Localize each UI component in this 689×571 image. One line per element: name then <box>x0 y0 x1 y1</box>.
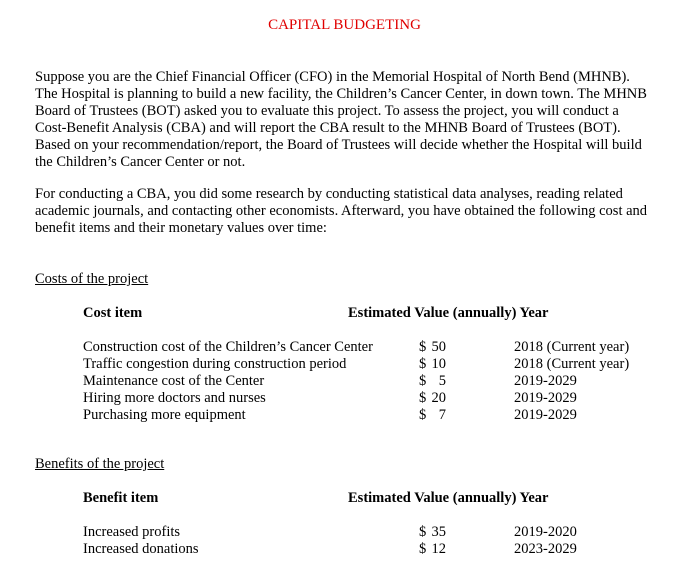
intro-line: Suppose you are the Chief Financial Officer (CFO) in the Memorial Hospital of North Bend (MHNB). <box>35 69 630 85</box>
cost-amount: 10 <box>431 356 446 372</box>
cost-row <box>0 373 689 390</box>
cost-year: 2019-2029 <box>514 407 577 423</box>
cost-item: Maintenance cost of the Center <box>83 373 265 389</box>
research-line: For conducting a CBA, you did some research by conducting statistical data analyses, reading related <box>35 186 623 202</box>
benefit-item: Increased profits <box>83 524 181 540</box>
cost-currency: $ <box>419 339 427 355</box>
benefit-row <box>0 541 689 558</box>
benefit-value-year-header: Estimated Value (annually) Year <box>348 490 549 506</box>
intro-line: the Children’s Cancer Center or not. <box>35 154 246 170</box>
research-paragraph <box>35 186 670 237</box>
benefit-item-header: Benefit item <box>83 490 159 506</box>
benefit-currency: $ <box>419 541 427 557</box>
cost-value-year-header: Estimated Value (annually) Year <box>348 305 549 321</box>
cost-row <box>0 407 689 424</box>
research-line: benefit items and their monetary values over time: <box>35 220 327 236</box>
benefits-heading: Benefits of the project <box>35 456 165 472</box>
cost-currency: $ <box>419 356 427 372</box>
benefit-year: 2019-2020 <box>514 524 577 540</box>
cost-year: 2018 (Current year) <box>514 356 630 372</box>
cost-amount: 5 <box>438 373 446 389</box>
cost-amount: 7 <box>438 407 446 423</box>
cost-row <box>0 356 689 373</box>
cost-row <box>0 390 689 407</box>
intro-paragraph <box>35 69 670 171</box>
cost-item: Traffic congestion during construction period <box>83 356 347 372</box>
intro-line: Board of Trustees (BOT) asked you to evaluate this project. To assess the project, you will conduct a <box>35 103 619 119</box>
cost-currency: $ <box>419 373 427 389</box>
benefit-amount: 35 <box>431 524 446 540</box>
intro-line: The Hospital is planning to build a new facility, the Children’s Cancer Center, in down town. The MHNB <box>35 86 647 102</box>
benefit-year: 2023-2029 <box>514 541 577 557</box>
intro-line: Cost-Benefit Analysis (CBA) and will report the CBA result to the MHNB Board of Trustees (BOT). <box>35 120 621 136</box>
cost-amount: 50 <box>431 339 446 355</box>
benefit-currency: $ <box>419 524 427 540</box>
cost-item-header: Cost item <box>83 305 143 321</box>
cost-item: Hiring more doctors and nurses <box>83 390 266 406</box>
cost-currency: $ <box>419 407 427 423</box>
benefit-amount: 12 <box>431 541 446 557</box>
cost-currency: $ <box>419 390 427 406</box>
cost-amount: 20 <box>431 390 446 406</box>
benefit-item: Increased donations <box>83 541 199 557</box>
costs-heading: Costs of the project <box>35 271 149 287</box>
cost-year: 2019-2029 <box>514 390 577 406</box>
page-title: CAPITAL BUDGETING <box>268 17 421 33</box>
cost-row <box>0 339 689 356</box>
cost-item: Purchasing more equipment <box>83 407 246 423</box>
cost-year: 2019-2029 <box>514 373 577 389</box>
cost-item: Construction cost of the Children’s Cancer Center <box>83 339 373 355</box>
cost-year: 2018 (Current year) <box>514 339 630 355</box>
research-line: academic journals, and contacting other economists. Afterward, you have obtained the following cost and <box>35 203 648 219</box>
benefit-row <box>0 524 689 541</box>
intro-line: Based on your recommendation/report, the Board of Trustees will decide whether the Hospital will build <box>35 137 642 153</box>
